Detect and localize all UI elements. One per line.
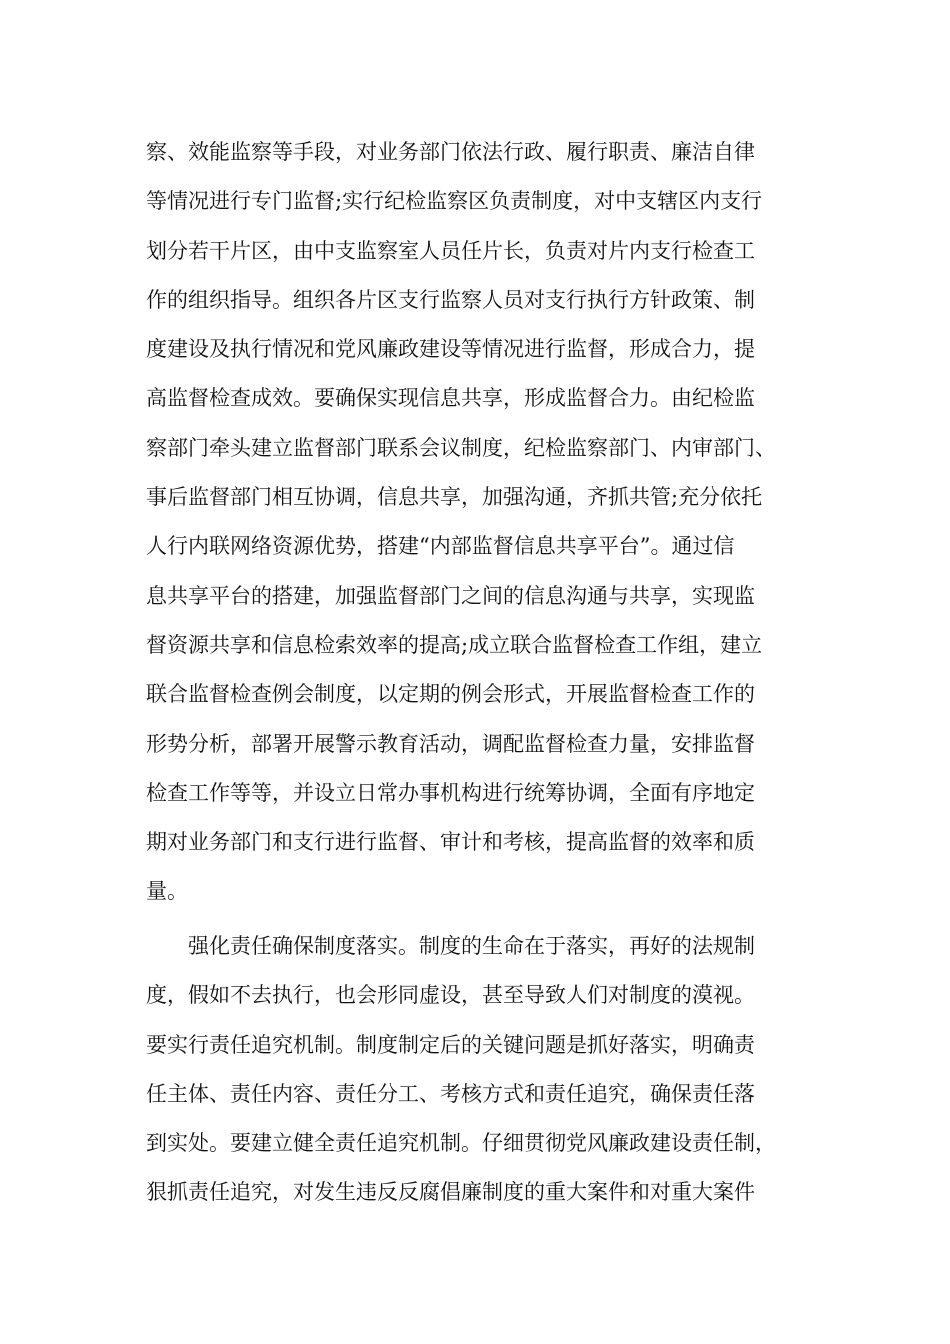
text-line: 任主体、责任内容、责任分工、考核方式和责任追究，确保责任落 xyxy=(146,1081,755,1106)
text-line: 高监督检查成效。要确保实现信息共享，形成监督合力。由纪检监 xyxy=(146,386,755,411)
text-line: 察、效能监察等手段，对业务部门依法行政、履行职责、廉洁自律 xyxy=(146,140,755,164)
text-line: 期对业务部门和支行进行监督、审计和考核，提高监督的效率和质 xyxy=(146,830,755,855)
text-line: 检查工作等等，并设立日常办事机构进行统筹协调，全面有序地定 xyxy=(146,780,755,805)
paragraph-2 xyxy=(146,922,818,1218)
text-line: 强化责任确保制度落实。制度的生命在于落实，再好的法规制 xyxy=(188,934,755,958)
text-line: 划分若干片区，由中支监察室人员任片长，负责对片内支行检查工 xyxy=(146,238,755,263)
text-line: 联合监督检查例会制度，以定期的例会形式，开展监督检查工作的 xyxy=(146,682,755,707)
text-line: 形势分析，部署开展警示教育活动，调配监督检查力量，安排监督 xyxy=(146,731,755,756)
text-line: 息共享平台的搭建，加强监督部门之间的信息沟通与共享，实现监 xyxy=(146,583,755,608)
text-line: 度，假如不去执行，也会形同虚设，甚至导致人们对制度的漠视。 xyxy=(146,983,755,1008)
text-line: 量。 xyxy=(146,879,188,904)
text-line: 度建设及执行情况和党风廉政建设等情况进行监督，形成合力，提 xyxy=(146,337,755,362)
text-line: 人行内联网络资源优势，搭建“内部监督信息共享平台”。通过信 xyxy=(146,534,735,559)
text-line: 作的组织指导。组织各片区支行监察人员对支行执行方针政策、制 xyxy=(146,287,755,312)
text-line: 督资源共享和信息检索效率的提高;成立联合监督检查工作组，建立 xyxy=(146,632,763,657)
text-line: 到实处。要建立健全责任追究机制。仔细贯彻党风廉政建设责任制， xyxy=(146,1131,776,1156)
text-line: 等情况进行专门监督;实行纪检监察区负责制度，对中支辖区内支行 xyxy=(146,189,763,214)
text-line: 要实行责任追究机制。制度制定后的关键问题是抓好落实，明确责 xyxy=(146,1032,755,1057)
text-line: 狠抓责任追究，对发生违反反腐倡廉制度的重大案件和对重大案件 xyxy=(146,1180,755,1205)
text-line: 察部门牵头建立监督部门联系会议制度，纪检监察部门、内审部门、 xyxy=(146,435,776,460)
paragraph-1 xyxy=(146,128,818,917)
text-line: 事后监督部门相互协调，信息共享，加强沟通，齐抓共管;充分依托 xyxy=(146,485,763,510)
